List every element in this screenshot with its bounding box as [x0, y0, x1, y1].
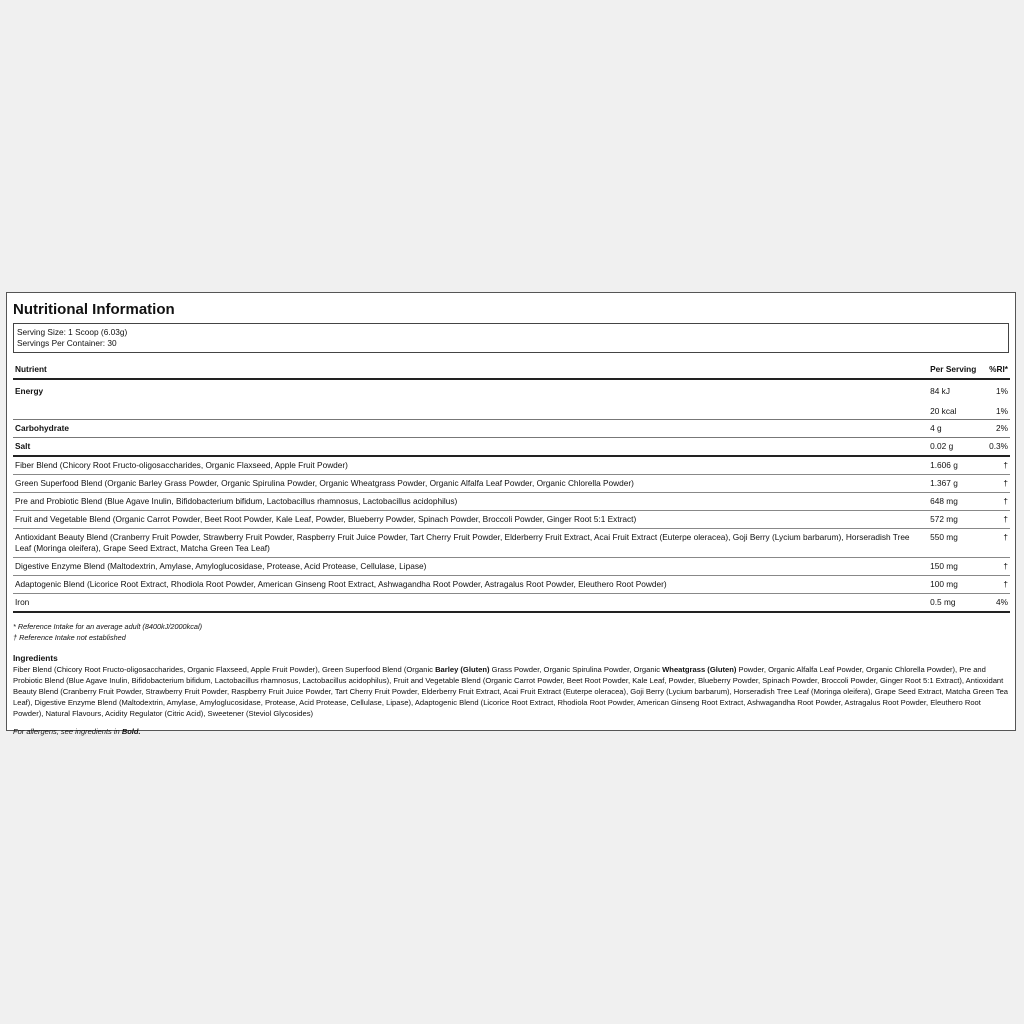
reference-intake-note: * Reference Intake for an average adult (8400kJ/2000kcal)	[13, 622, 203, 631]
ingredients-text	[13, 664, 1009, 719]
serving-size: Serving Size: 1 Scoop (6.03g)	[17, 327, 128, 337]
table-row	[13, 475, 1010, 493]
blend-value: 0.5 mg	[928, 594, 984, 613]
allergen-note	[13, 726, 1009, 737]
blend-ri: †	[984, 529, 1010, 558]
table-row	[13, 511, 1010, 529]
blend-value: 1.606 g	[928, 456, 984, 475]
carbohydrate-row	[13, 420, 1010, 438]
energy-kj-ri: 1%	[996, 386, 1008, 396]
salt-row	[13, 438, 1010, 457]
carbohydrate-value: 4 g	[928, 420, 984, 438]
blend-name: Digestive Enzyme Blend (Maltodextrin, Amylase, Amyloglucosidase, Protease, Acid Protease, Cellulase, Lipase)	[13, 558, 928, 576]
table-row	[13, 529, 1010, 558]
table-row	[13, 558, 1010, 576]
blend-name: Adaptogenic Blend (Licorice Root Extract, Rhodiola Root Powder, American Ginseng Root Extract, Ashwagandha Root Powder, Astragalus Root Powder, Eleuthero Root Powder)	[13, 576, 928, 594]
header-nutrient: Nutrient	[13, 359, 928, 379]
allergen-barley: Barley (Gluten)	[435, 665, 490, 674]
salt-value: 0.02 g	[928, 438, 984, 457]
ingredients-part: Powder, Organic Alfalfa Leaf Powder, Organic Chlorella Powder), Pre and Probiotic Blend (Blue Agave Inulin, Bifidobacterium bifidum, Lactobacillus rhamnosus, Lactobacillus acidophilus), Fruit and Vegetable Blend (Organic Carrot Powder, Beet Root Powder, Kale Leaf, Powder, Blueberry Powder, Spinach Powder, Broccoli Powder, Ginger Root 5:1 Extract), Antioxidant Beauty Blend (Cranberry Fruit Powder, Strawberry Fruit Powder, Raspberry Fruit Juice Powder, Tart Cherry Fruit Powder, Elderberry Fruit Extract, Acai Fruit Extract (Euterpe oleracea), Goji Berry (Lycium barbarum), Horseradish Tree Leaf (Moringa oleifera), Grape Seed Extract, Matcha Green Tea Leaf), Digestive Enzyme Blend (Maltodextrin, Amylase, Amyloglucosidase, Protease, Acid Protease, Cellulase, Lipase), Adaptogenic Blend (Licorice Root Extract, Rhodiola Root Powder, American Ginseng Root Extract, Ashwagandha Root Powder, Astragalus Root Powder, Eleuthero Root Powder), Natural Flavours, Acidity Regulator (Citric Acid), Sweetener (Steviol Glycosides)	[13, 665, 1009, 718]
blend-value: 1.367 g	[928, 475, 984, 493]
energy-label: Energy	[15, 386, 44, 396]
blend-value: 100 mg	[928, 576, 984, 594]
nutrition-table	[13, 359, 1010, 613]
ingredients-part: Fiber Blend (Chicory Root Fructo-oligosaccharides, Organic Flaxseed, Apple Fruit Powder), Green Superfood Blend (Organic	[13, 665, 436, 674]
blend-name: Fiber Blend (Chicory Root Fructo-oligosaccharides, Organic Flaxseed, Apple Fruit Powder)	[13, 456, 928, 475]
blend-name: Fruit and Vegetable Blend (Organic Carrot Powder, Beet Root Powder, Kale Leaf, Powder, Blueberry Powder, Spinach Powder, Broccoli Powder, Ginger Root 5:1 Extract)	[13, 511, 928, 529]
blend-name: Antioxidant Beauty Blend (Cranberry Fruit Powder, Strawberry Fruit Powder, Raspberry Fruit Juice Powder, Tart Cherry Fruit Powder, Elderberry Fruit Extract, Acai Fruit Extract (Euterpe oleracea), Goji Berry (Lycium barbarum), Horseradish Tree Leaf (Moringa oleifera), Grape Seed Extract, Matcha Green Tea Leaf)	[13, 529, 928, 558]
blend-ri: †	[984, 475, 1010, 493]
salt-ri: 0.3%	[984, 438, 1010, 457]
blend-name: Green Superfood Blend (Organic Barley Grass Powder, Organic Spirulina Powder, Organic Wheatgrass Powder, Organic Alfalfa Leaf Powder, Organic Chlorella Powder)	[13, 475, 928, 493]
ingredients-heading: Ingredients	[13, 653, 58, 663]
table-row	[13, 576, 1010, 594]
energy-row-kj	[13, 379, 1010, 403]
blend-ri: †	[984, 576, 1010, 594]
header-ri: %RI*	[984, 359, 1010, 379]
table-header-row	[13, 359, 1010, 379]
blend-ri: †	[984, 493, 1010, 511]
servings-per-container: Servings Per Container: 30	[17, 338, 117, 348]
blend-name: Iron	[13, 594, 928, 613]
blend-name: Pre and Probiotic Blend (Blue Agave Inulin, Bifidobacterium bifidum, Lactobacillus rhamnosus, Lactobacillus acidophilus)	[13, 493, 928, 511]
blend-value: 550 mg	[928, 529, 984, 558]
serving-info-box	[13, 323, 1009, 353]
table-row	[13, 456, 1010, 475]
energy-row-kcal	[13, 403, 1010, 420]
blend-ri: †	[984, 511, 1010, 529]
page-title: Nutritional Information	[13, 301, 175, 318]
blend-ri: †	[984, 456, 1010, 475]
allergen-wheatgrass: Wheatgrass (Gluten)	[662, 665, 737, 674]
energy-kcal-value: 20 kcal	[928, 403, 984, 420]
carbohydrate-label: Carbohydrate	[13, 420, 928, 438]
blend-value: 648 mg	[928, 493, 984, 511]
energy-kcal-ri: 1%	[984, 403, 1010, 420]
ingredients-part: Grass Powder, Organic Spirulina Powder, Organic	[489, 665, 663, 674]
blend-value: 572 mg	[928, 511, 984, 529]
allergen-note-bold: Bold.	[121, 727, 141, 736]
nutrition-panel	[6, 292, 1016, 736]
blend-value: 150 mg	[928, 558, 984, 576]
allergen-note-text: For allergens, see ingredients in	[13, 727, 122, 736]
table-row	[13, 594, 1010, 613]
header-per-serving: Per Serving	[928, 359, 984, 379]
table-row	[13, 493, 1010, 511]
salt-label: Salt	[13, 438, 928, 457]
footnotes	[13, 621, 1009, 643]
blend-ri: 4%	[984, 594, 1010, 613]
carbohydrate-ri: 2%	[984, 420, 1010, 438]
energy-kj-value: 84 kJ	[930, 386, 950, 396]
blend-ri: †	[984, 558, 1010, 576]
not-established-note: † Reference Intake not established	[13, 633, 126, 642]
